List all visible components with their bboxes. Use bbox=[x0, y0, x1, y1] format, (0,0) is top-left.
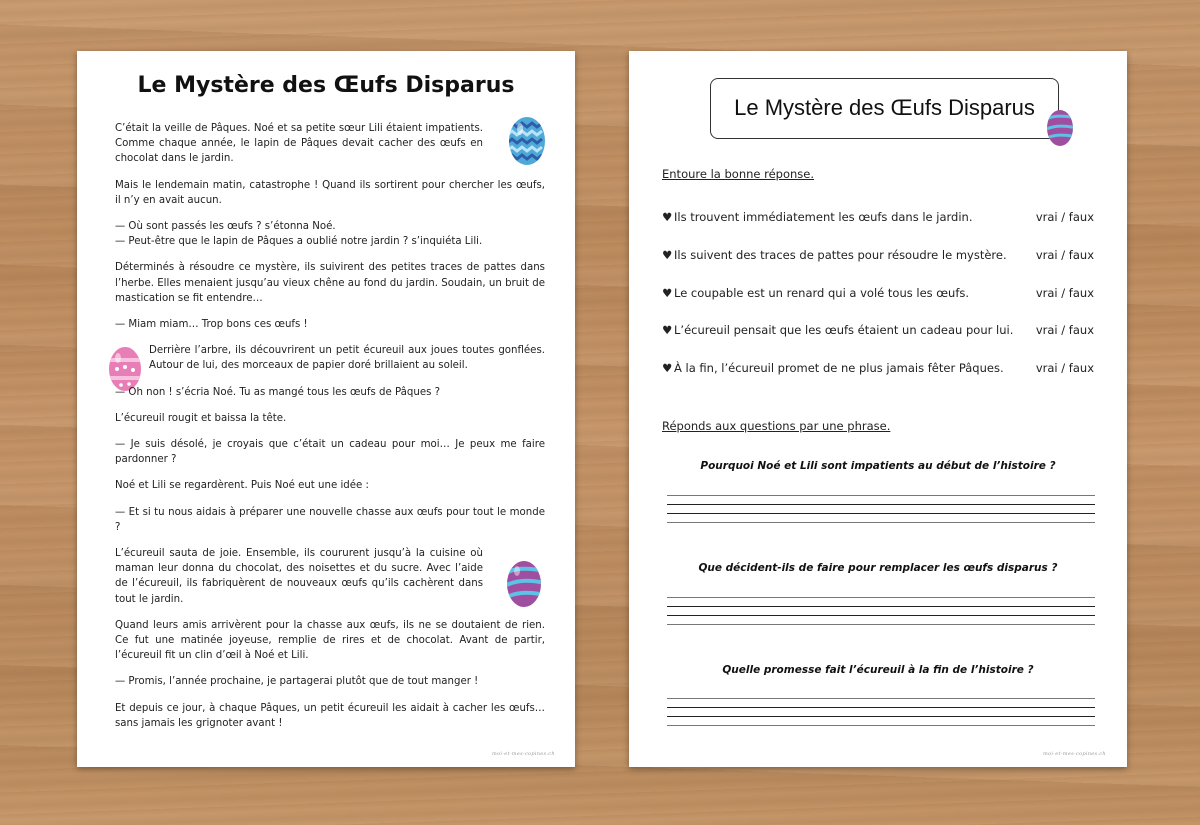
statement: Ils trouvent immédiatement les œufs dans le jardin. bbox=[674, 210, 973, 224]
watermark: moi-et-mes-copines.ch bbox=[492, 751, 555, 757]
heart-icon: ♥ bbox=[662, 361, 673, 375]
question: Pourquoi Noé et Lili sont impatients au début de l’histoire ? bbox=[700, 460, 1056, 472]
story-paragraph: — Je suis désolé, je croyais que c’était un cadeau pour moi… Je peux me faire pardonner ? bbox=[115, 439, 545, 466]
true-false-item bbox=[662, 323, 1102, 337]
story-paragraph: Derrière l’arbre, ils découvrirent un petit écureuil aux joues toutes gonflées. Autour de lui, des morceaux de papier doré brillaient au soleil. bbox=[149, 345, 545, 372]
answer-choice[interactable]: vrai / faux bbox=[1035, 248, 1094, 262]
heart-icon: ♥ bbox=[662, 210, 673, 224]
story-paragraph: — Promis, l’année prochaine, je partagerai plutôt que de tout manger ! bbox=[115, 676, 479, 688]
story-paragraph: — Et si tu nous aidais à préparer une nouvelle chasse aux œufs pour tout le monde ? bbox=[115, 506, 545, 533]
heart-icon: ♥ bbox=[662, 323, 673, 337]
answer-choice[interactable]: vrai / faux bbox=[1035, 286, 1094, 300]
exercise-page bbox=[629, 51, 1127, 767]
exercise-title: Le Mystère des Œufs Disparus bbox=[734, 95, 1035, 120]
title-box bbox=[710, 78, 1059, 139]
story-title: Le Mystère des Œufs Disparus bbox=[137, 73, 515, 98]
story-paragraph: — Oh non ! s’écria Noé. Tu as mangé tous les œufs de Pâques ? bbox=[115, 386, 441, 398]
story-text bbox=[115, 121, 545, 742]
answer-choice[interactable]: vrai / faux bbox=[1035, 361, 1094, 375]
statement: Le coupable est un renard qui a volé tous les œufs. bbox=[674, 286, 970, 300]
story-page bbox=[77, 51, 575, 767]
heart-icon: ♥ bbox=[662, 286, 673, 300]
statement: Ils suivent des traces de pattes pour résoudre le mystère. bbox=[674, 248, 1007, 262]
heart-icon: ♥ bbox=[662, 248, 673, 262]
story-paragraph: — Où sont passés les œufs ? s’étonna Noé. bbox=[115, 221, 336, 233]
answer-lines[interactable] bbox=[667, 495, 1095, 531]
section-title: Entoure la bonne réponse. bbox=[662, 167, 815, 181]
story-paragraph: Noé et Lili se regardèrent. Puis Noé eut une idée : bbox=[115, 480, 369, 492]
answer-choice[interactable]: vrai / faux bbox=[1035, 323, 1094, 337]
answer-lines[interactable] bbox=[667, 698, 1095, 734]
true-false-item bbox=[662, 210, 1102, 224]
story-paragraph: — Peut-être que le lapin de Pâques a oublié notre jardin ? s’inquiéta Lili. bbox=[115, 236, 483, 248]
story-paragraph: Quand leurs amis arrivèrent pour la chasse aux œufs, ils ne se doutaient de rien. Ce fut une matinée joyeuse, remplie de rires et de chocolat. Avant de partir, l’écureuil fit un clin d’œil à Noé et Lili. bbox=[115, 619, 545, 662]
true-false-item bbox=[662, 286, 1102, 300]
story-paragraph: C’était la veille de Pâques. Noé et sa petite sœur Lili étaient impatients. Comme chaque année, le lapin de Pâques devait cacher des œufs en chocolat dans le jardin. bbox=[115, 123, 483, 165]
story-paragraph: Et depuis ce jour, à chaque Pâques, un petit écureuil les aidait à cacher les œufs… sans jamais les grignoter avant ! bbox=[115, 702, 545, 729]
question: Quelle promesse fait l’écureuil à la fin de l’histoire ? bbox=[722, 664, 1034, 676]
question: Que décident-ils de faire pour remplacer les œufs disparus ? bbox=[698, 562, 1058, 574]
answer-lines[interactable] bbox=[667, 597, 1095, 633]
story-paragraph: Déterminés à résoudre ce mystère, ils suivirent des petites traces de pattes dans l’herbe. Elles menaient jusqu’au vieux chêne au fond du jardin. Soudain, un bruit de mastication se fit entendre… bbox=[115, 262, 545, 304]
story-paragraph: L’écureuil sauta de joie. Ensemble, ils coururent jusqu’à la cuisine où maman leur donna du chocolat, des noisettes et du sucre. Avec l’aide de l’écureuil, ils fabriquèrent de nouveaux œufs qu’ils cachèrent dans tout le jardin. bbox=[115, 548, 483, 605]
statement: L’écureuil pensait que les œufs étaient un cadeau pour lui. bbox=[674, 323, 1014, 337]
true-false-item bbox=[662, 248, 1102, 262]
statement: À la fin, l’écureuil promet de ne plus jamais fêter Pâques. bbox=[674, 361, 1004, 375]
section-title: Réponds aux questions par une phrase. bbox=[662, 419, 891, 433]
true-false-item bbox=[662, 361, 1102, 375]
story-paragraph: L’écureuil rougit et baissa la tête. bbox=[115, 412, 287, 424]
watermark: moi-et-mes-copines.ch bbox=[1043, 751, 1106, 757]
story-paragraph: Mais le lendemain matin, catastrophe ! Quand ils sortirent pour chercher les œufs, il n’y en avait aucun. bbox=[115, 179, 545, 206]
answer-choice[interactable]: vrai / faux bbox=[1035, 210, 1094, 224]
purple-easter-egg-icon bbox=[1045, 107, 1075, 147]
story-paragraph: — Miam miam… Trop bons ces œufs ! bbox=[115, 319, 308, 331]
